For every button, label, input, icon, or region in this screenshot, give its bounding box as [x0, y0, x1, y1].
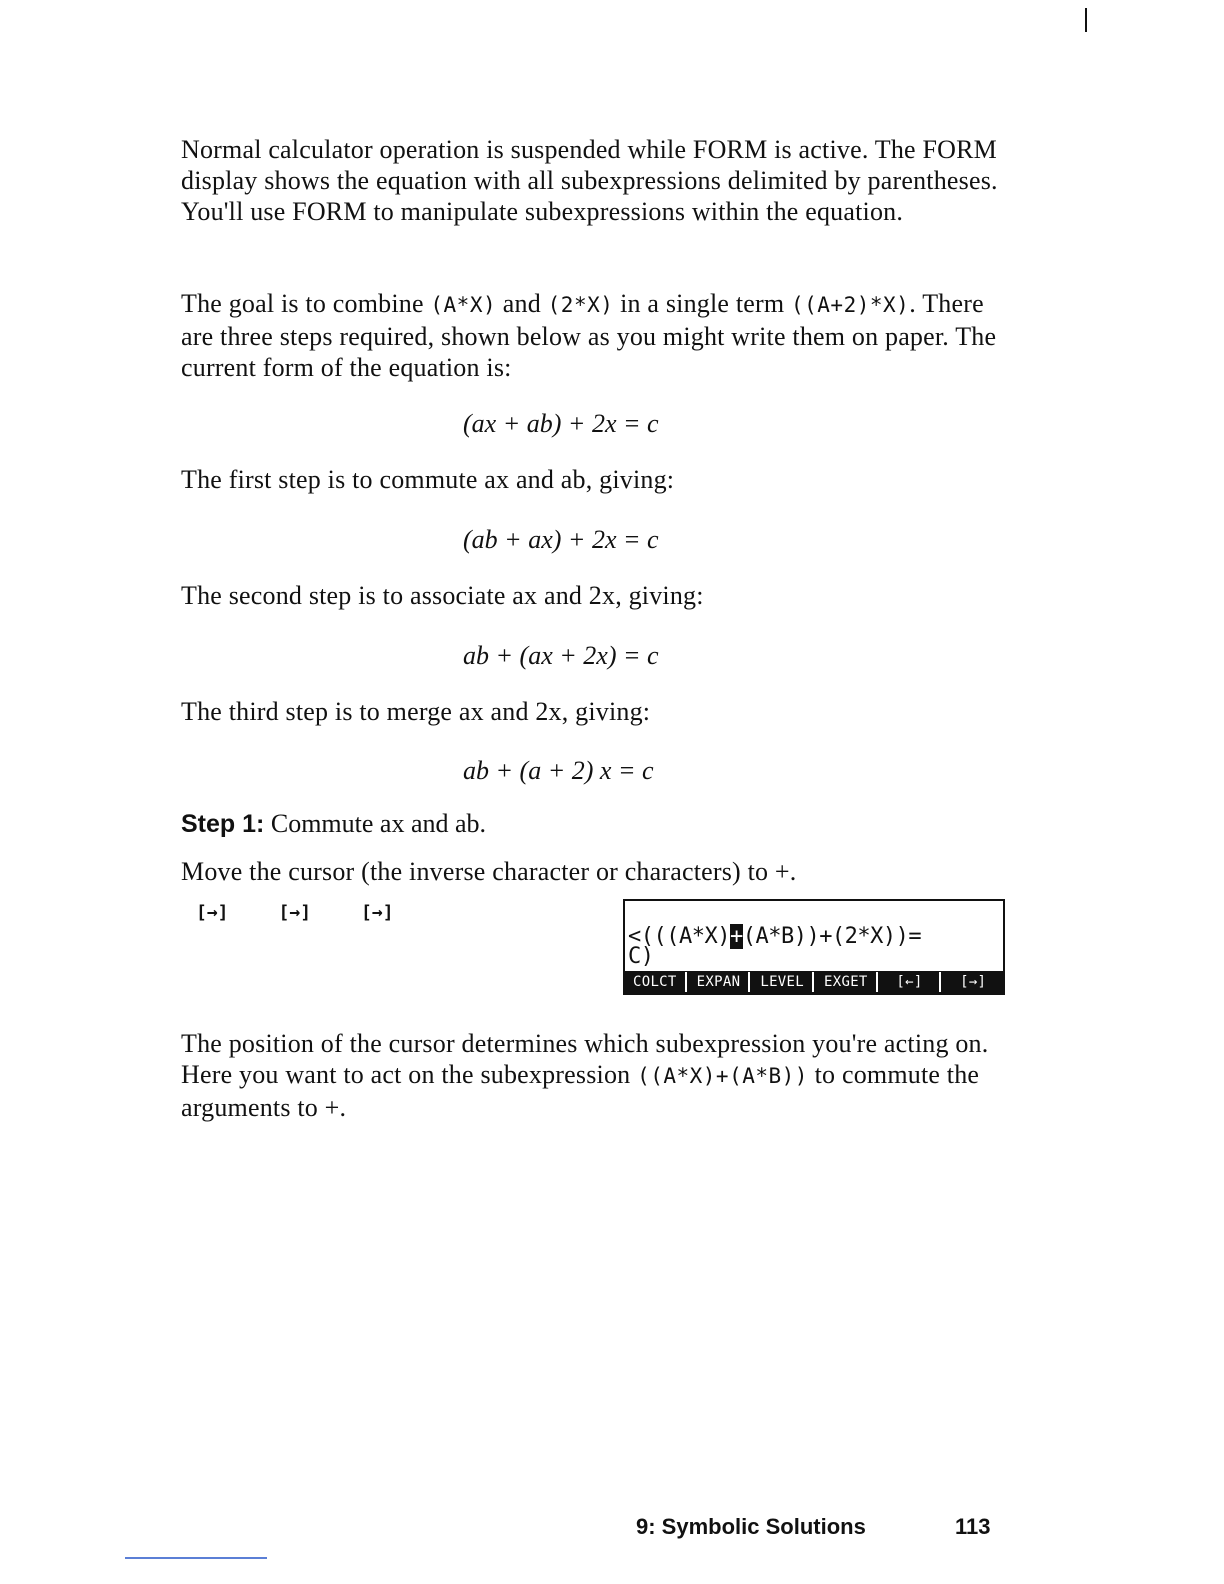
menu-key-exget[interactable]: EXGET — [816, 972, 878, 992]
goal-code-term: ((A+2)*X) — [791, 293, 910, 317]
paragraph-second-step: The second step is to associate ax and 2x, giving: — [181, 581, 704, 610]
equation-current: (ax + ab) + 2x = c — [463, 409, 659, 438]
paragraph-cursor-position — [181, 1028, 1011, 1123]
right-arrow-key[interactable]: [→] — [361, 902, 394, 923]
equation-after-merge: ab + (a + 2) x = c — [463, 756, 654, 785]
goal-text-b: and — [496, 289, 548, 318]
cursor-text-b: to commute the arguments to +. — [181, 1060, 980, 1122]
calculator-display — [623, 899, 1005, 995]
right-arrow-key[interactable]: [→] — [196, 902, 229, 923]
goal-code-ax: (A*X) — [430, 293, 497, 317]
step-1-heading — [181, 808, 486, 840]
display-menu-bar — [625, 971, 1003, 993]
equation-after-associate: ab + (ax + 2x) = c — [463, 641, 659, 670]
display-line-1 — [628, 925, 921, 949]
display-cursor: + — [729, 924, 743, 949]
paragraph-first-step: The first step is to commute ax and ab, giving: — [181, 465, 675, 494]
goal-text-c: in a single term — [613, 289, 791, 318]
step-label: Step 1: — [181, 810, 265, 838]
display-text-after-cursor: (A*B))+(2*X))= — [742, 924, 922, 949]
goal-text-a: The goal is to combine — [181, 289, 431, 318]
page-edge-mark — [1085, 8, 1087, 32]
display-line-2: C) — [628, 944, 654, 969]
equation-after-commute: (ab + ax) + 2x = c — [463, 525, 659, 554]
page-number: 113 — [955, 1514, 991, 1539]
menu-key-colct[interactable]: COLCT — [625, 972, 687, 992]
paragraph-goal — [181, 288, 1011, 383]
cursor-code-subexpression: ((A*X)+(A*B)) — [637, 1064, 808, 1088]
paragraph-form-intro: Normal calculator operation is suspended while FORM is active. The FORM display shows the equation with all subexpressions delimited by parentheses. You'll use FORM to manipulate subexpressions within the equation. — [181, 135, 998, 226]
goal-text-d: . There are three steps required, shown below as you might write them on paper. The current form of the equation is: — [181, 289, 997, 382]
display-text-before-cursor: <(((A*X) — [628, 924, 730, 949]
paragraph-move-cursor: Move the cursor (the inverse character or characters) to +. — [181, 857, 797, 886]
right-arrow-key[interactable]: [→] — [278, 902, 312, 923]
menu-key-right[interactable]: [→] — [943, 972, 1003, 992]
cursor-text-a: The position of the cursor determines which subexpression you're acting on. Here you want to act on the subexpression — [181, 1029, 989, 1089]
step-text: Commute ax and ab. — [270, 809, 487, 838]
bottom-rule — [125, 1557, 267, 1559]
menu-key-level[interactable]: LEVEL — [752, 972, 814, 992]
paragraph-third-step: The third step is to merge ax and 2x, giving: — [181, 697, 651, 726]
keystroke-sequence — [196, 902, 394, 923]
menu-key-expan[interactable]: EXPAN — [689, 972, 751, 992]
goal-code-2x: (2*X) — [547, 293, 614, 317]
menu-key-left[interactable]: [←] — [880, 972, 942, 992]
chapter-footer: 9: Symbolic Solutions — [636, 1514, 866, 1539]
